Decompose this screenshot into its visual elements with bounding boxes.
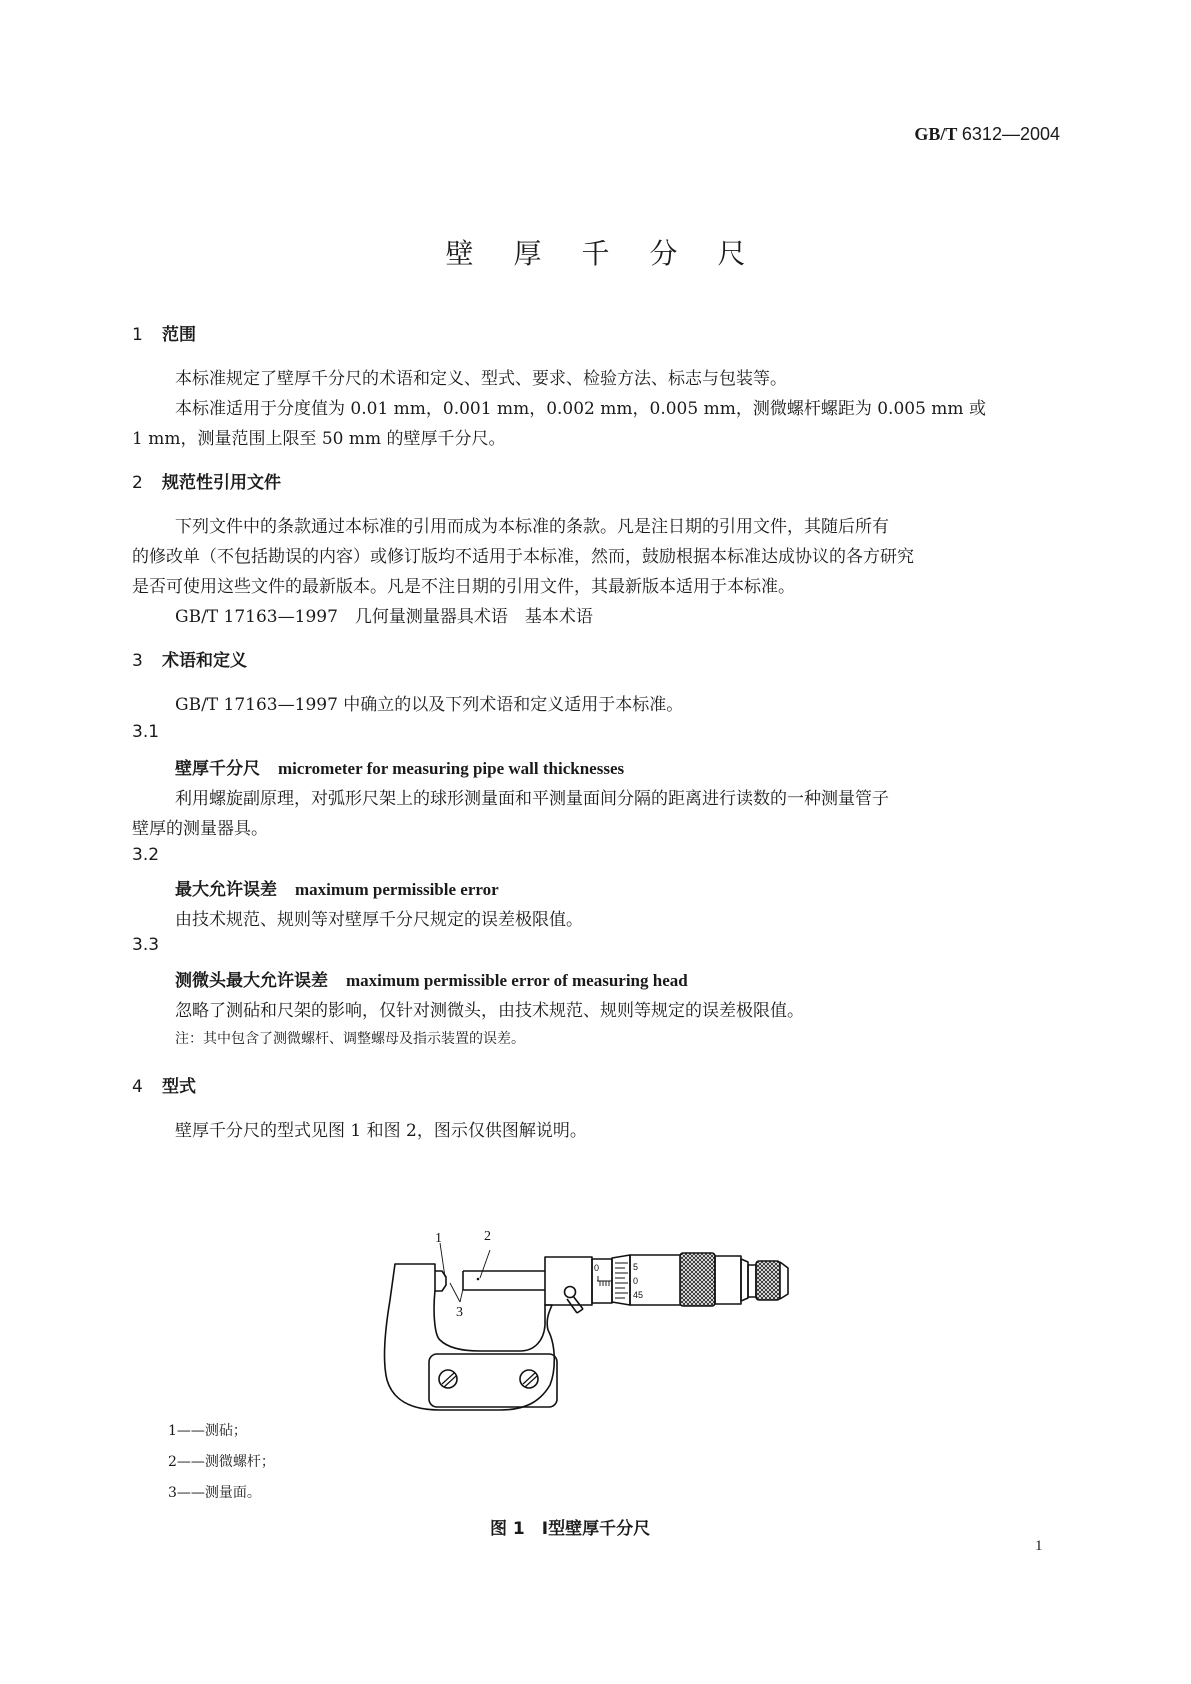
section-1-para-1: 本标准规定了壁厚千分尺的术语和定义、型式、要求、检验方法、标志与包装等。 (175, 369, 787, 389)
section-number: 2 (132, 473, 143, 493)
section-2-heading (132, 468, 281, 493)
term-3-3-number: 3.3 (132, 935, 160, 955)
term-en: micrometer for measuring pipe wall thicknesses (278, 759, 625, 778)
figure-legend-3: 3——测量面。 (168, 1485, 261, 1501)
section-1-para-2-cont: 1 mm，测量范围上限至 50 mm 的壁厚千分尺。 (132, 429, 506, 449)
section-3-heading (132, 646, 247, 671)
micrometer-figure (380, 1230, 820, 1430)
figure-caption: 图 1 Ⅰ型壁厚千分尺 (490, 1519, 651, 1539)
term-3-1-definition-cont: 壁厚的测量器具。 (132, 819, 268, 839)
page-number: 1 (1035, 1538, 1043, 1554)
thimble-mark-45: 45 (633, 1290, 644, 1300)
term-3-3-note: 注：其中包含了测微螺杆、调整螺母及指示装置的误差。 (175, 1031, 525, 1047)
section-2-para-1-cont: 的修改单（不包括勘误的内容）或修订版均不适用于本标准，然而，鼓励根据本标准达成协议的各方研究 (132, 547, 914, 567)
section-title: 术语和定义 (162, 651, 247, 671)
term-3-1-definition: 利用螺旋副原理，对弧形尺架上的球形测量面和平测量面间分隔的距离进行读数的一种测量管子 (175, 789, 889, 809)
callout-3: 3 (456, 1305, 463, 1320)
section-1-heading (132, 320, 196, 345)
term-zh: 最大允许误差 (175, 880, 277, 900)
section-4-heading (132, 1072, 196, 1097)
term-3-1 (175, 754, 624, 779)
standard-prefix: GB/T (914, 124, 958, 144)
term-3-2-definition: 由技术规范、规则等对壁厚千分尺规定的误差极限值。 (175, 910, 583, 930)
thimble-mark-0: 0 (633, 1276, 639, 1286)
standard-number (914, 124, 1060, 145)
section-title: 规范性引用文件 (162, 473, 281, 493)
callout-1: 1 (435, 1231, 442, 1246)
section-number: 4 (132, 1077, 143, 1097)
standard-code: 6312—2004 (961, 124, 1060, 144)
section-4-para-1: 壁厚千分尺的型式见图 1 和图 2，图示仅供图解说明。 (175, 1121, 587, 1141)
term-en: maximum permissible error of measuring head (346, 971, 688, 990)
section-title: 范围 (162, 325, 196, 345)
section-2-para-1: 下列文件中的条款通过本标准的引用而成为本标准的条款。凡是注日期的引用文件，其随后所有 (175, 517, 889, 537)
figure-legend-2: 2——测微螺杆； (168, 1454, 275, 1470)
normative-reference: GB/T 17163—1997 几何量测量器具术语 基本术语 (175, 607, 593, 627)
section-title: 型式 (162, 1077, 196, 1097)
term-3-3-definition: 忽略了测砧和尺架的影响，仅针对测微头，由技术规范、规则等规定的误差极限值。 (175, 1001, 804, 1021)
callout-2: 2 (484, 1230, 491, 1244)
micrometer-drawing (380, 1230, 820, 1430)
sleeve-zero-mark: 0 (594, 1263, 600, 1273)
term-3-3 (175, 966, 688, 991)
term-3-2-number: 3.2 (132, 845, 160, 865)
term-zh: 测微头最大允许误差 (175, 971, 328, 991)
section-number: 3 (132, 651, 143, 671)
section-3-intro: GB/T 17163—1997 中确立的以及下列术语和定义适用于本标准。 (175, 695, 684, 715)
section-number: 1 (132, 325, 143, 345)
section-2-para-1-cont2: 是否可使用这些文件的最新版本。凡是不注日期的引用文件，其最新版本适用于本标准。 (132, 577, 795, 597)
section-1-para-2: 本标准适用于分度值为 0.01 mm，0.001 mm，0.002 mm，0.005 mm，测微螺杆螺距为 0.005 mm 或 (175, 399, 986, 419)
term-zh: 壁厚千分尺 (175, 759, 260, 779)
term-3-1-number: 3.1 (132, 722, 160, 742)
document-title: 壁厚千分尺 (445, 237, 786, 270)
figure-legend-1: 1——测砧； (168, 1423, 247, 1439)
term-en: maximum permissible error (295, 880, 499, 899)
thimble-mark-5: 5 (633, 1262, 639, 1272)
term-3-2 (175, 875, 499, 900)
